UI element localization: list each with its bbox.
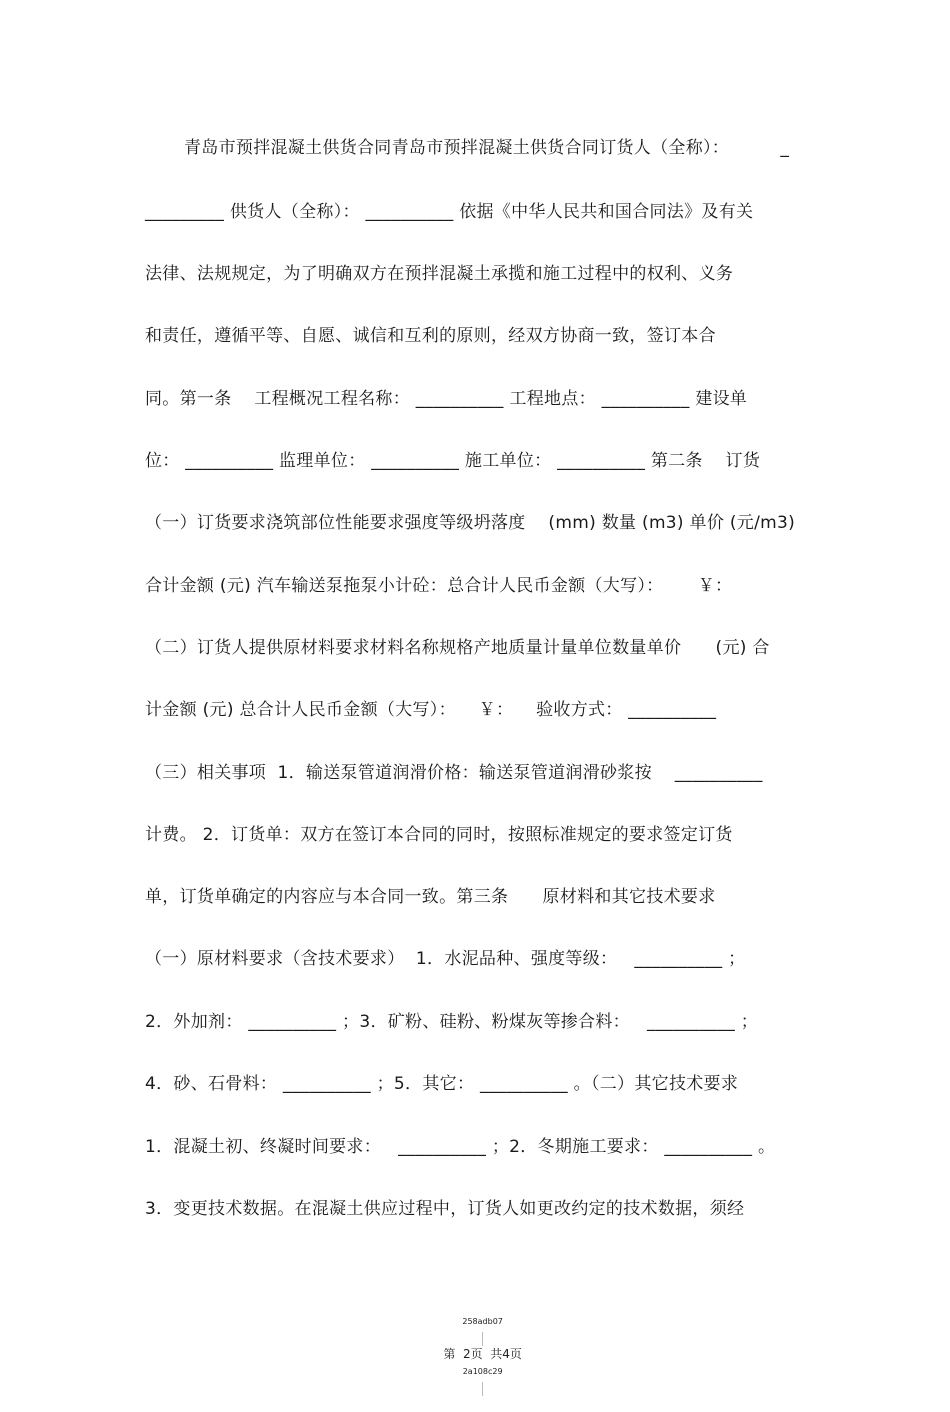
body-line: 计费。 2．订货单：双方在签订本合同的同时，按照标准规定的要求签定订货 xyxy=(145,825,733,845)
page-footer xyxy=(0,1296,950,1412)
footer-divider xyxy=(482,1332,483,1346)
body-line: 位： __________ 监理单位： __________ 施工单位： __________ 第二条 订货 xyxy=(145,451,761,471)
body-line: （二）订货人提供原材料要求材料名称规格产地质量计量单位数量单价 (元) 合 xyxy=(145,638,770,658)
body-line: 1．混凝土初、终凝时间要求： __________ ；2．冬期施工要求： __________ 。 xyxy=(145,1137,776,1157)
footer-right-code: 2a108c29 xyxy=(462,1367,503,1376)
body-line: 法律、法规规定，为了明确双方在预拌混凝土承揽和施工过程中的权利、义务 xyxy=(145,264,734,284)
body-line: （一）原材料要求（含技术要求） 1．水泥品种、强度等级： __________ ； xyxy=(145,949,746,969)
footer-divider xyxy=(482,1382,483,1396)
body-line: 青岛市预拌混凝土供货合同青岛市预拌混凝土供货合同订货人（全称）： _ xyxy=(184,138,790,158)
body-line: 3．变更技术数据。在混凝土供应过程中，订货人如更改约定的技术数据，须经 xyxy=(145,1199,745,1219)
body-line: （三）相关事项 1．输送泵管道润滑价格：输送泵管道润滑砂浆按 __________ xyxy=(145,763,763,783)
footer-left-code: 258adb07 xyxy=(462,1317,503,1326)
body-line: 2．外加剂： __________ ；3．矿粉、硅粉、粉煤灰等掺合料： __________ ； xyxy=(145,1012,759,1032)
page-number: 第 2页 共4页 xyxy=(443,1347,522,1361)
body-line: _________ 供货人（全称）： __________ 依据《中华人民共和国合同法》及有关 xyxy=(145,202,754,222)
body-line: 单，订货单确定的内容应与本合同一致。第三条 原材料和其它技术要求 xyxy=(145,887,716,907)
body-line: 同。第一条 工程概况工程名称： __________ 工程地点： __________ 建设单 xyxy=(145,389,748,409)
body-line: 计金额 (元) 总合计人民币金额（大写）： ￥： 验收方式： __________ xyxy=(145,700,717,720)
body-line: （一）订货要求浇筑部位性能要求强度等级坍落度 (mm) 数量 (m3) 单价 (元/m3) xyxy=(145,513,796,533)
body-line: 4．砂、石骨料： __________ ；5．其它： __________ 。（二）其它技术要求 xyxy=(145,1074,739,1094)
body-line: 合计金额 (元) 汽车输送泵拖泵小计砼：总合计人民币金额（大写）： ￥： xyxy=(145,576,733,596)
body-line: 和责任，遵循平等、自愿、诚信和互利的原则，经双方协商一致，签订本合 xyxy=(145,326,716,346)
